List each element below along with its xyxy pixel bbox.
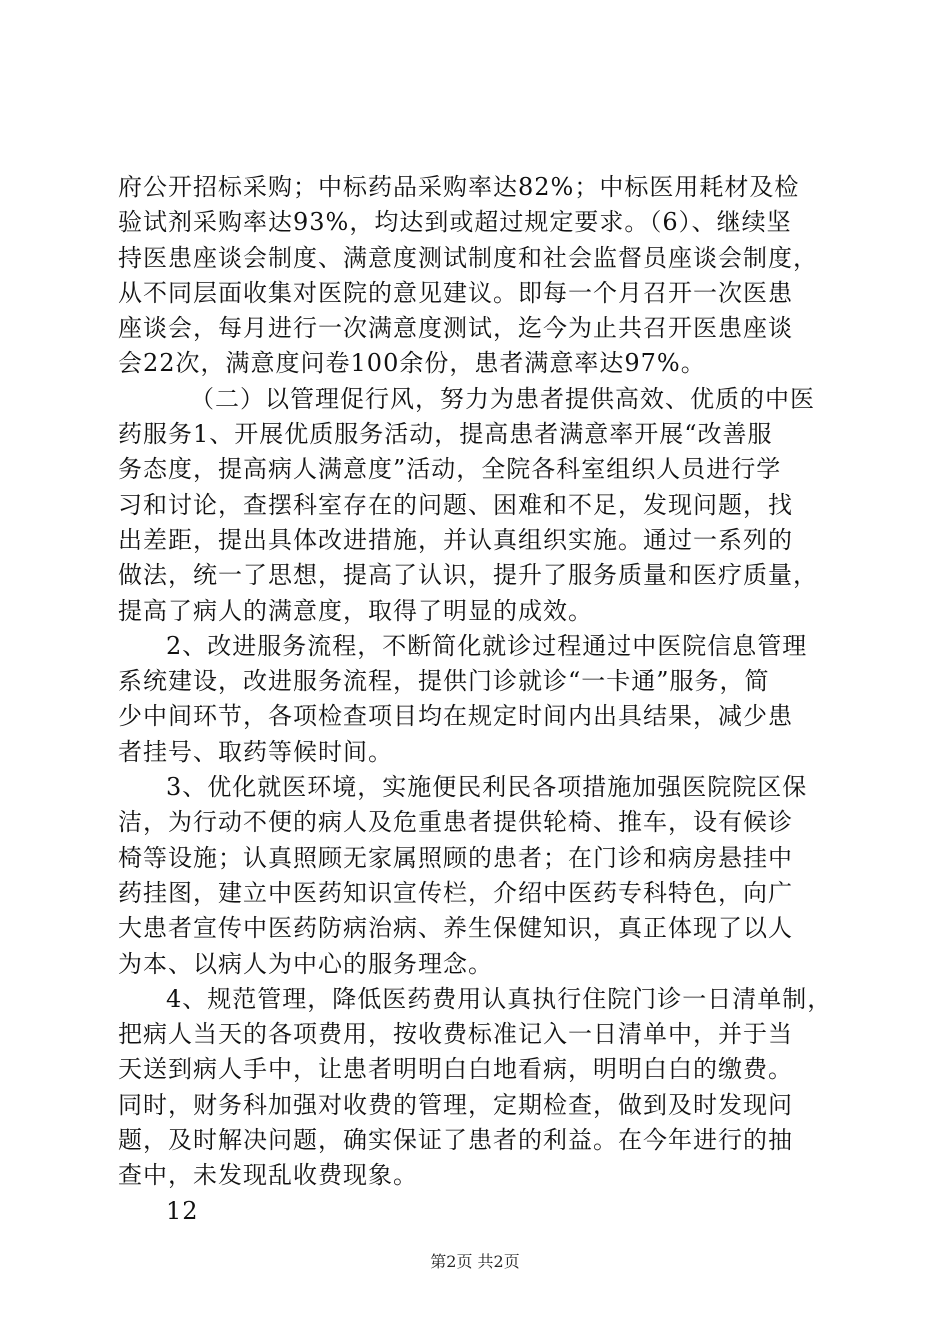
text-line: 药挂图，建立中医药知识宣传栏，介绍中医药专科特色，向广: [118, 878, 793, 907]
text-line: 大患者宣传中医药防病治病、养生保健知识，真正体现了以人: [118, 914, 793, 943]
text-line: 会22次，满意度问卷100余份，患者满意率达97%。: [118, 349, 706, 378]
document-body: [118, 170, 838, 1229]
paragraph-start-line: （二）以管理促行风，努力为患者提供高效、优质的中医: [190, 384, 815, 413]
text-line: 府公开招标采购；中标药品采购率达82%；中标医用耗材及检: [118, 173, 800, 201]
text-line: 持医患座谈会制度、满意度测试制度和社会监督员座谈会制度，: [118, 243, 818, 272]
paragraph-start-line: 3、优化就医环境，实施便民利民各项措施加强医院院区保: [166, 773, 808, 802]
text-line: 者挂号、取药等候时间。: [118, 737, 393, 766]
text-line: 少中间环节，各项检查项目均在规定时间内出具结果，减少患: [118, 702, 793, 731]
text-line: 查中，未发现乱收费现象。: [118, 1161, 418, 1190]
text-line: 验试剂采购率达93%，均达到或超过规定要求。（6）、继续坚: [118, 208, 792, 237]
text-line: 出差距，提出具体改进措施，并认真组织实施。通过一系列的: [118, 525, 793, 554]
text-line: 系统建设，改进服务流程，提供门诊就诊“一卡通”服务，简: [118, 667, 770, 696]
trailing-number-line: 12: [166, 1196, 199, 1225]
page-footer: 第2页 共2页: [430, 1252, 520, 1271]
text-line: 为本、以病人为中心的服务理念。: [118, 949, 493, 978]
text-line: 从不同层面收集对医院的意见建议。即每一个月召开一次医患: [118, 278, 793, 307]
text-line: 座谈会，每月进行一次满意度测试，迄今为止共召开医患座谈: [118, 314, 793, 343]
text-line: 题，及时解决问题，确实保证了患者的利益。在今年进行的抽: [118, 1126, 793, 1155]
paragraph-start-line: 2、改进服务流程，不断简化就诊过程通过中医院信息管理: [166, 631, 808, 660]
text-line: 务态度，提高病人满意度”活动，全院各科室组织人员进行学: [118, 455, 782, 484]
text-line: 把病人当天的各项费用，按收费标准记入一日清单中，并于当: [118, 1020, 793, 1049]
text-line: 做法，统一了思想，提高了认识，提升了服务质量和医疗质量，: [118, 561, 818, 590]
text-line: 习和讨论，查摆科室存在的问题、困难和不足，发现问题，找: [118, 490, 793, 519]
paragraph-start-line: 4、规范管理，降低医药费用认真执行住院门诊一日清单制，: [166, 984, 833, 1013]
text-line: 药服务1、开展优质服务活动，提高患者满意率开展“改善服: [118, 420, 773, 449]
text-line: 同时，财务科加强对收费的管理，定期检查，做到及时发现问: [118, 1090, 793, 1119]
text-line: 提高了病人的满意度，取得了明显的成效。: [118, 596, 593, 625]
text-line: 洁，为行动不便的病人及危重患者提供轮椅、推车，设有候诊: [118, 808, 793, 837]
text-line: 椅等设施；认真照顾无家属照顾的患者；在门诊和病房悬挂中: [118, 843, 793, 872]
text-line: 天送到病人手中，让患者明明白白地看病，明明白白的缴费。: [118, 1055, 793, 1084]
